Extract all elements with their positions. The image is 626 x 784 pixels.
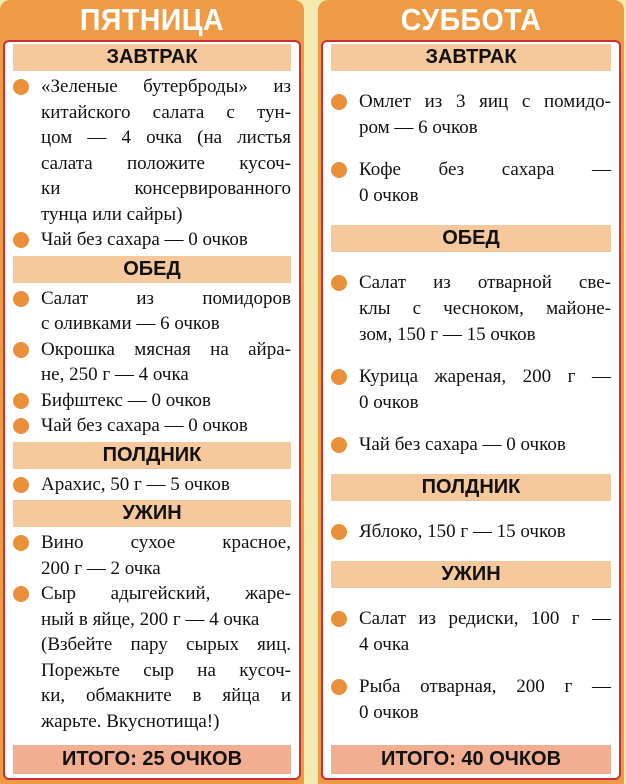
item-text-line: клы с чесноком, майоне- [359,298,611,319]
item-text-line: 200 г — 2 очка [41,557,161,579]
menu-item [331,89,611,141]
meal-section [13,44,291,253]
bullet-icon [13,291,29,307]
bullet-icon [331,679,347,695]
menu-item [13,472,291,498]
meal-heading: УЖИН [13,500,291,527]
total-points: ИТОГО: 40 ОЧКОВ [331,745,611,774]
item-text-line: Порежьте сыр на кусоч- [41,659,291,681]
menu-item [13,413,291,439]
bullet-icon [13,418,29,434]
item-text-line: тунца или сайры) [41,203,183,225]
menu-item [13,227,291,253]
item-text-line: Кофе без сахара — [359,159,611,180]
item-text-line: зом, 150 г — 15 очков [359,324,536,345]
item-text-line: с оливками — 6 очков [41,313,220,334]
item-text-line: Бифштекс — 0 очков [41,389,211,411]
item-text-line: Салат из помидоров [41,287,291,309]
item-text-line: 0 очков [359,392,419,413]
menu-item [13,337,291,388]
meal-heading: ОБЕД [13,256,291,283]
bullet-icon [13,393,29,409]
item-text-line: Арахис, 50 г — 5 очков [41,473,230,495]
item-text-line: китайского салата с тун- [41,101,291,123]
item-text-line: Курица жареная, 200 г — [359,366,611,387]
menu-item [331,674,611,726]
bullet-icon [13,79,29,95]
menu-item [13,286,291,337]
menu-box [3,40,301,780]
bullet-icon [331,437,347,453]
item-text-line: 4 очка [359,634,410,655]
menu-item [13,74,291,227]
meal-heading: ЗАВТРАК [331,44,611,71]
menu-item [13,581,291,632]
bullet-icon [13,535,29,551]
meal-heading: УЖИН [331,561,611,588]
bullet-icon [331,611,347,627]
item-text-line: жарьте. Вкуснотища!) [41,710,220,732]
item-text-line: (Взбейте пару сырых яиц. [41,634,291,655]
bullet-icon [13,586,29,602]
item-text-line: ром — 6 очков [359,117,478,138]
item-text-line: 0 очков [359,185,419,206]
item-text-line: 0 очков [359,702,419,723]
bullet-icon [331,94,347,110]
bullet-icon [331,369,347,385]
item-text-line: Вино сухое красное, [41,532,291,553]
meal-heading: ОБЕД [331,225,611,252]
item-text-line: «Зеленые бутерброды» из [41,76,291,97]
meal-heading: ЗАВТРАК [13,44,291,71]
item-text-line: Чай без сахара — 0 очков [41,229,248,250]
menu-box [321,40,621,780]
menu-item [13,530,291,581]
menu-item [331,432,611,458]
meal-section [331,225,611,458]
item-text-line: Чай без сахара — 0 очков [41,415,248,436]
bullet-icon [13,232,29,248]
menu-item [331,270,611,348]
menu-item [13,388,291,414]
item-text-line: ки, обмакните в яйца и [41,685,291,706]
meal-section [331,561,611,726]
item-text-line: Салат из отварной све- [359,272,611,293]
item-text-line: ный в яйце, 200 г — 4 очка [41,608,260,630]
menu-item [331,606,611,658]
item-text-line: не, 250 г — 4 очка [41,364,189,385]
item-text-line: Яблоко, 150 г — 15 очков [359,521,566,542]
friday-column [0,0,304,784]
day-title: ПЯТНИЦА [79,2,225,37]
saturday-column [318,0,624,784]
item-text-line: ки консервированного [41,178,291,199]
item-text-line: Рыба отварная, 200 г — [359,676,611,697]
item-text-line: салата положите кусоч- [41,152,291,174]
item-text-line: цом — 4 очка (на листья [41,127,291,148]
menu-item [331,519,611,545]
bullet-icon [331,524,347,540]
meal-section [13,442,291,498]
bullet-icon [13,477,29,493]
bullet-icon [331,162,347,178]
menu-item [13,632,291,734]
bullet-icon [331,275,347,291]
item-text-line: Омлет из 3 яиц с помидо- [359,91,611,112]
day-title: СУББОТА [400,2,542,37]
menu-item [331,157,611,209]
total-points: ИТОГО: 25 ОЧКОВ [13,745,291,774]
menu-item [331,364,611,416]
meal-heading: ПОЛДНИК [331,474,611,501]
meal-section [331,474,611,545]
item-text-line: Салат из редиски, 100 г — [359,608,611,629]
meal-section [13,256,291,439]
meal-heading: ПОЛДНИК [13,442,291,469]
meal-section [331,44,611,209]
item-text-line: Чай без сахара — 0 очков [359,434,566,455]
item-text-line: Сыр адыгейский, жаре- [41,583,291,604]
meal-section [13,500,291,734]
item-text-line: Окрошка мясная на айра- [41,338,291,360]
bullet-icon [13,342,29,358]
